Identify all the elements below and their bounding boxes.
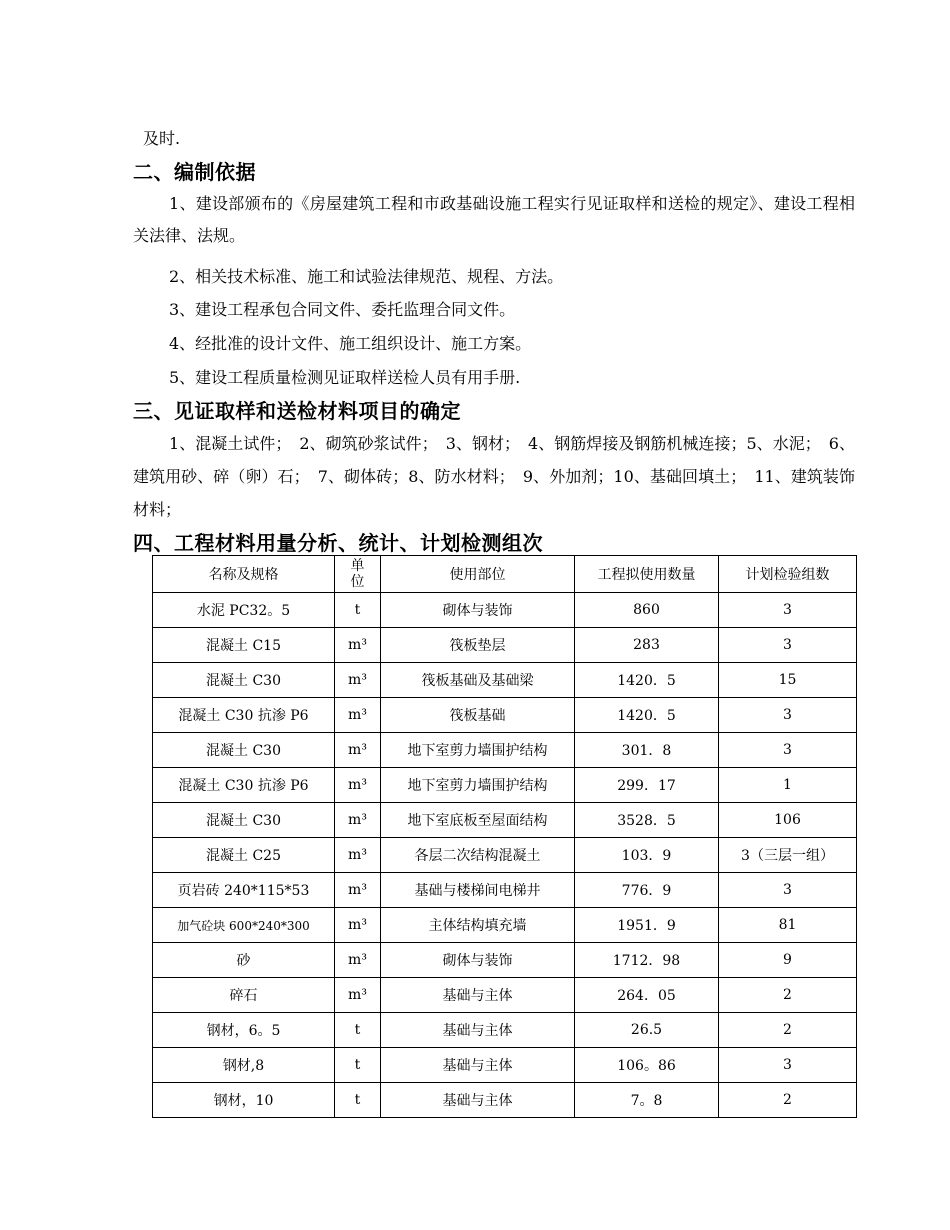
- cell-location: 基础与主体: [381, 1048, 575, 1083]
- cell-unit: t: [335, 1048, 381, 1083]
- cell-unit: m³: [335, 943, 381, 978]
- section-2-item-3: 3、建设工程承包合同文件、委托监理合同文件。: [169, 300, 516, 319]
- cell-name: 混凝土 C15: [153, 628, 335, 663]
- table-row: [153, 593, 857, 628]
- header-location: 使用部位: [381, 556, 575, 593]
- section-3-text: 1、混凝土试件； 2、砌筑砂浆试件； 3、钢材； 4、钢筋焊接及钢筋机械连接；5、水泥； 6、建筑用砂、碎（卵）石； 7、砌体砖；8、防水材料； 9、外加剂；10、基础回填土； 11、建筑装饰材料；: [133, 434, 855, 519]
- cell-location: 地下室剪力墙围护结构: [381, 768, 575, 803]
- cell-unit: m³: [335, 873, 381, 908]
- cell-location: 基础与主体: [381, 978, 575, 1013]
- table-header-row: [153, 556, 857, 593]
- cell-location: 主体结构填充墙: [381, 908, 575, 943]
- section-3-title: 三、见证取样和送检材料项目的确定: [133, 399, 461, 423]
- cell-name: 页岩砖 240*115*53: [153, 873, 335, 908]
- cell-groups: 15: [719, 663, 857, 698]
- section-4-title: 四、工程材料用量分析、统计、计划检测组次: [133, 531, 543, 555]
- cell-groups: 3: [719, 733, 857, 768]
- cell-unit: t: [335, 1083, 381, 1118]
- section-2-item-1: 1、建设部颁布的《房屋建筑工程和市政基础设施工程实行见证取样和送检的规定》、建设工程相关法律、法规。: [133, 194, 855, 245]
- cell-name: 混凝土 C30: [153, 733, 335, 768]
- cell-name: 钢材,8: [153, 1048, 335, 1083]
- cell-quantity: 860: [575, 593, 719, 628]
- cell-unit: m³: [335, 838, 381, 873]
- cell-location: 筏板基础: [381, 698, 575, 733]
- cell-location: 砌体与装饰: [381, 943, 575, 978]
- table-row: [153, 733, 857, 768]
- table-row: [153, 873, 857, 908]
- table-row: [153, 978, 857, 1013]
- header-name: 名称及规格: [153, 556, 335, 593]
- cell-quantity: 301．8: [575, 733, 719, 768]
- cell-name: 钢材，10: [153, 1083, 335, 1118]
- table-row: [153, 698, 857, 733]
- table-row: [153, 628, 857, 663]
- cell-quantity: 1420．5: [575, 663, 719, 698]
- cell-location: 各层二次结构混凝土: [381, 838, 575, 873]
- cell-name: 水泥 PC32。5: [153, 593, 335, 628]
- cell-location: 基础与楼梯间电梯井: [381, 873, 575, 908]
- cell-unit: t: [335, 1013, 381, 1048]
- cell-groups: 3: [719, 593, 857, 628]
- cell-groups: 2: [719, 1083, 857, 1118]
- cell-quantity: 299．17: [575, 768, 719, 803]
- cell-quantity: 1951．9: [575, 908, 719, 943]
- cell-location: 筏板垫层: [381, 628, 575, 663]
- cell-name: 混凝土 C30 抗渗 P6: [153, 768, 335, 803]
- header-unit: [335, 556, 381, 593]
- cell-groups: 2: [719, 1013, 857, 1048]
- cell-unit: m³: [335, 978, 381, 1013]
- header-quantity: 工程拟使用数量: [575, 556, 719, 593]
- cell-name: 混凝土 C30: [153, 803, 335, 838]
- header-groups: 计划检验组数: [719, 556, 857, 593]
- cell-name: 砂: [153, 943, 335, 978]
- table-row: [153, 1048, 857, 1083]
- header-unit-text: 单位: [350, 558, 365, 590]
- cell-quantity: 776．9: [575, 873, 719, 908]
- cell-groups: 3（三层一组）: [719, 838, 857, 873]
- cell-unit: m³: [335, 663, 381, 698]
- cell-name: 混凝土 C25: [153, 838, 335, 873]
- section-2-item-4: 4、经批准的设计文件、施工组织设计、施工方案。: [169, 334, 532, 353]
- table-row: [153, 768, 857, 803]
- table-row: [153, 943, 857, 978]
- cell-groups: 3: [719, 1048, 857, 1083]
- cell-quantity: 103．9: [575, 838, 719, 873]
- cell-groups: 2: [719, 978, 857, 1013]
- cell-quantity: 264．05: [575, 978, 719, 1013]
- cell-location: 基础与主体: [381, 1013, 575, 1048]
- cell-unit: m³: [335, 733, 381, 768]
- cell-name: 加气砼块 600*240*300: [153, 908, 335, 943]
- table-row: [153, 663, 857, 698]
- cell-groups: 3: [719, 873, 857, 908]
- cell-quantity: 283: [575, 628, 719, 663]
- cell-quantity: 106。86: [575, 1048, 719, 1083]
- cell-unit: m³: [335, 628, 381, 663]
- cell-location: 地下室底板至屋面结构: [381, 803, 575, 838]
- cell-name: 碎石: [153, 978, 335, 1013]
- cell-groups: 106: [719, 803, 857, 838]
- cell-quantity: 3528．5: [575, 803, 719, 838]
- cell-location: 砌体与装饰: [381, 593, 575, 628]
- table-row: [153, 908, 857, 943]
- cell-location: 筏板基础及基础梁: [381, 663, 575, 698]
- cell-quantity: 7。8: [575, 1083, 719, 1118]
- cell-location: 地下室剪力墙围护结构: [381, 733, 575, 768]
- cell-unit: m³: [335, 803, 381, 838]
- cell-location: 基础与主体: [381, 1083, 575, 1118]
- table-row: [153, 838, 857, 873]
- cell-quantity: 1712．98: [575, 943, 719, 978]
- section-2-item-2: 2、相关技术标准、施工和试验法律规范、规程、方法。: [169, 267, 564, 286]
- section-2-item-5: 5、建设工程质量检测见证取样送检人员有用手册.: [169, 368, 521, 387]
- cell-groups: 3: [719, 698, 857, 733]
- table-row: [153, 803, 857, 838]
- cell-unit: m³: [335, 768, 381, 803]
- section-2-title: 二、编制依据: [133, 160, 256, 184]
- cell-unit: m³: [335, 908, 381, 943]
- table-row: [153, 1083, 857, 1118]
- cell-groups: 1: [719, 768, 857, 803]
- cell-name: 混凝土 C30 抗渗 P6: [153, 698, 335, 733]
- cell-name: 混凝土 C30: [153, 663, 335, 698]
- materials-table: [152, 555, 857, 1118]
- intro-tail-text: 及时.: [143, 129, 181, 148]
- cell-quantity: 1420．5: [575, 698, 719, 733]
- table-row: [153, 1013, 857, 1048]
- cell-unit: t: [335, 593, 381, 628]
- cell-groups: 9: [719, 943, 857, 978]
- cell-unit: m³: [335, 698, 381, 733]
- cell-quantity: 26.5: [575, 1013, 719, 1048]
- cell-groups: 81: [719, 908, 857, 943]
- cell-groups: 3: [719, 628, 857, 663]
- cell-name: 钢材，6。5: [153, 1013, 335, 1048]
